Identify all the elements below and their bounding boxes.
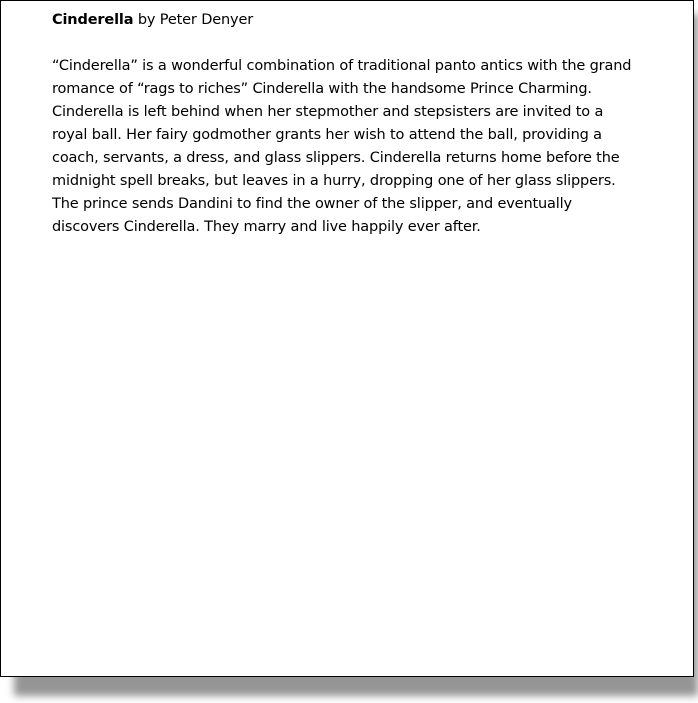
author-byline: by Peter Denyer: [137, 12, 254, 28]
synopsis-line: The prince sends Dandini to find the owner of the slipper, and eventually: [52, 196, 572, 212]
document-content: [52, 9, 652, 239]
synopsis-line: coach, servants, a dress, and glass slippers. Cinderella returns home before the: [52, 150, 620, 166]
synopsis-line: Cinderella is left behind when her stepmother and stepsisters are invited to a: [52, 104, 604, 120]
synopsis-line: royal ball. Her fairy godmother grants her wish to attend the ball, providing a: [52, 127, 602, 143]
document-title: Cinderella: [52, 12, 134, 28]
synopsis-line: romance of “rags to riches” Cinderella with the handsome Prince Charming.: [52, 81, 592, 97]
synopsis-paragraph: [52, 55, 652, 239]
synopsis-line: midnight spell breaks, but leaves in a hurry, dropping one of her glass slippers.: [52, 173, 616, 189]
title-line: [52, 9, 652, 32]
synopsis-line: discovers Cinderella. They marry and live happily ever after.: [52, 219, 481, 235]
synopsis-line: “Cinderella” is a wonderful combination of traditional panto antics with the grand: [52, 58, 632, 74]
